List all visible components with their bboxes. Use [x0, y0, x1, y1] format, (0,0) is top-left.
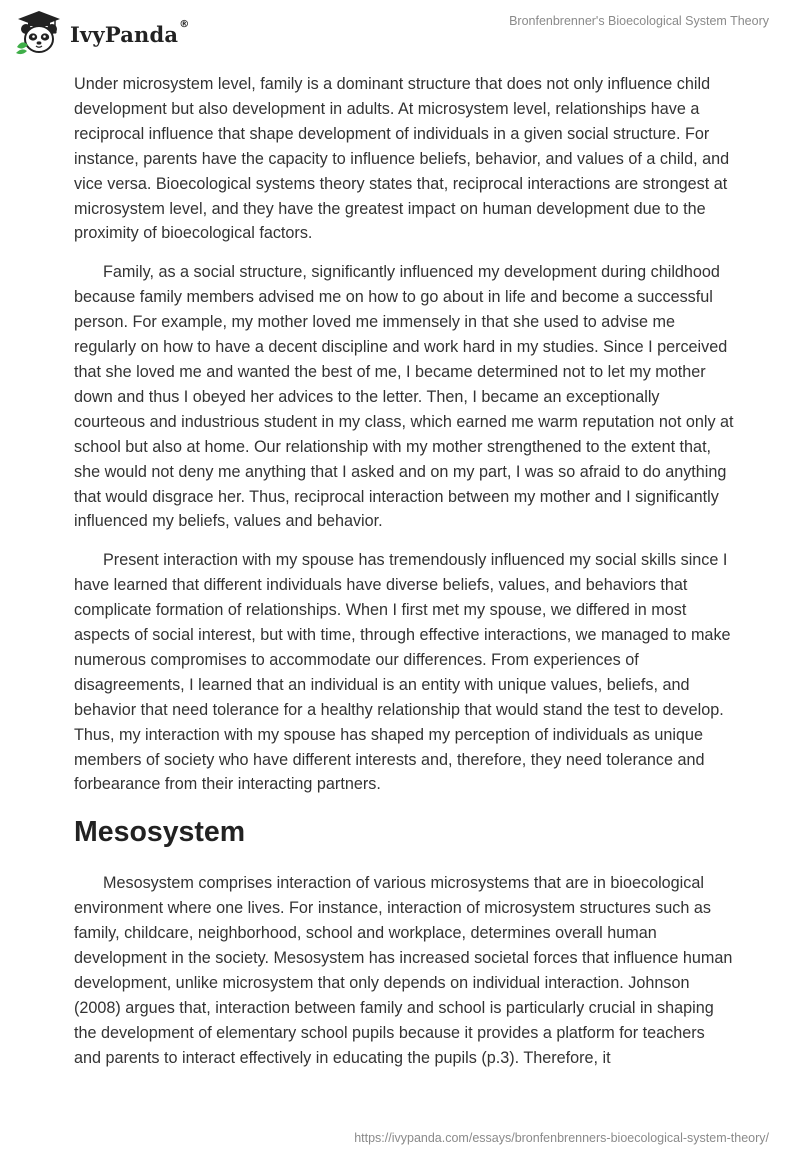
- ivypanda-logo[interactable]: [14, 9, 189, 57]
- paragraph-spouse: Present interaction with my spouse has tremendously influenced my social skills since I have learned that different individuals have diverse beliefs, values, and behaviors that complicate formation of relationships. When I first met my spouse, we differed in most aspects of social interest, but with time, through effective interactions, we managed to make numerous compromises to accommodate our differences. From experiences of disagreements, I learned that an individual is an entity with unique values, beliefs, and behavior that need tolerance for a healthy relationship that would stand the test to develop. Thus, my interaction with my spouse has shaped my perception of individuals as unique members of society who have different interests and, therefore, they need tolerance and forbearance from their interacting partners.: [74, 551, 731, 794]
- section-heading-mesosystem: Mesosystem: [74, 816, 246, 849]
- footer-url: https://ivypanda.com/essays/bronfenbrenners-bioecological-system-theory/: [354, 1131, 769, 1145]
- logo-wordmark: IvyPanda®: [70, 18, 190, 47]
- essay-body: [74, 72, 734, 1085]
- panda-graduate-icon: [14, 9, 64, 57]
- paragraph-family-mother: Family, as a social structure, significantly influenced my development during childhood because family members advised me on how to go about in life and become a successful person. For example, my mother loved me immensely in that she used to advise me regularly on how to have a decent discipline and work hard in my studies. Since I perceived that she loved me and wanted the best of me, I became determined not to let my mother down and thus I obeyed her advices to the letter. Then, I became an exceptionally courteous and industrious student in my class, which earned me warm reputation not only at school but also at home. Our relationship with my mother strengthened to the extent that, she would not deny me anything that I asked and on my part, I was so afraid to do anything that would disgrace her. Thus, reciprocal interaction between my mother and I significantly influenced my beliefs, values and behavior.: [74, 263, 734, 531]
- paragraph-mesosystem: Mesosystem comprises interaction of various microsystems that are in bioecological environment where one lives. For instance, interaction of microsystem structures such as family, childcare, neighborhood, school and workplace, determines overall human development in the society. Mesosystem has increased societal forces that influence human development, unlike microsystem that only depends on individual interaction. Johnson (2008) argues that, interaction between family and school is particularly crucial in shaping the development of elementary school pupils because it provides a platform for teachers and parents to interact effectively in educating the pupils (p.3). Therefore, it: [74, 874, 733, 1067]
- paragraph-microsystem-family: Under microsystem level, family is a dominant structure that does not only influence child development but also development in adults. At microsystem level, relationships have a reciprocal influence that shape development of individuals in a given social structure. For instance, parents have the capacity to influence beliefs, behavior, and values of a child, and vice versa. Bioecological systems theory states that, reciprocal interactions are strongest at microsystem level, and they have the greatest impact on human development due to the proximity of bioecological factors.: [74, 75, 730, 243]
- page-header: [0, 0, 800, 70]
- running-title: Bronfenbrenner's Bioecological System Theory: [509, 14, 769, 28]
